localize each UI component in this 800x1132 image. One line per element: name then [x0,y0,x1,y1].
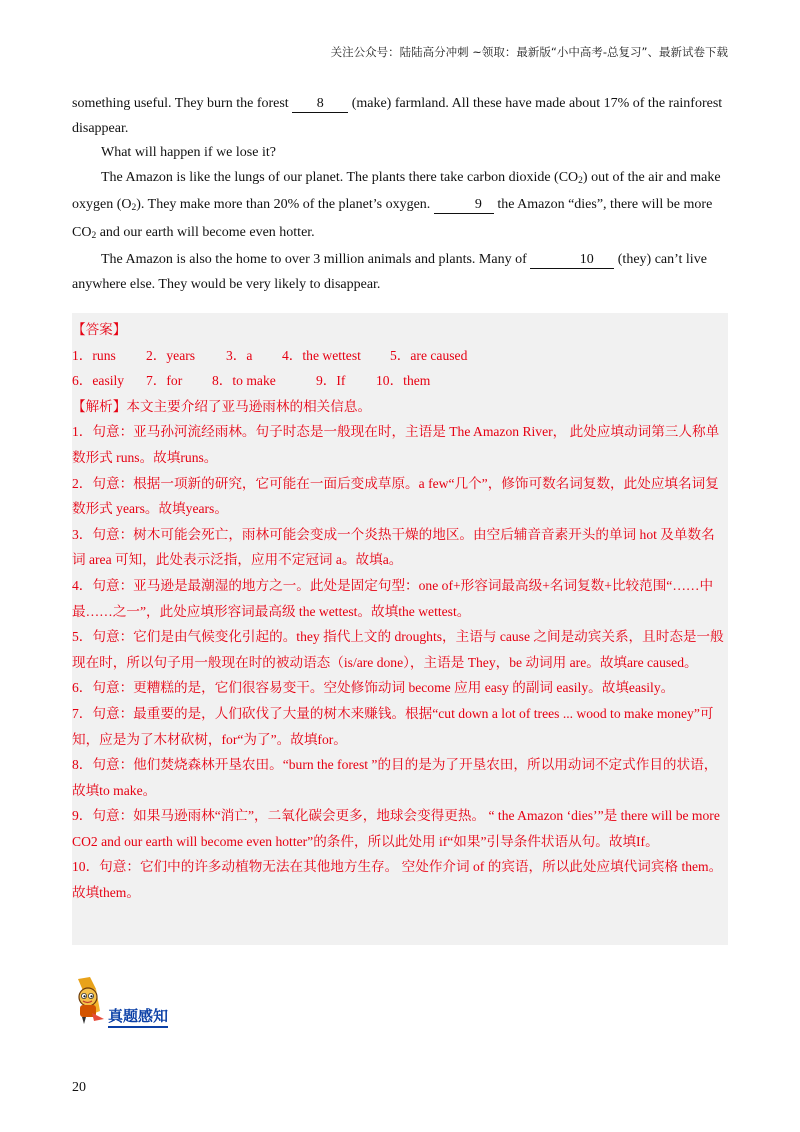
subscript: 2 [131,203,137,213]
passage-text: the Amazon “dies”, there will be more CO [72,197,713,240]
passage-text: (they) can’t live anywhere else. They would be very likely to disappear. [72,252,707,292]
section-title: 真题感知 [108,1007,168,1028]
analysis-item-1: 1．句意：亚马孙河流经雨林。句子时态是一般现在时，主语是 The Amazon River， 此处应填动词第三人称单数形式 runs。故填runs。 [72,424,720,465]
passage-text: The Amazon is also the home to over 3 million animals and plants. Many of [101,252,531,267]
passage-text: and our earth will become even hotter. [96,224,315,240]
passage-text: (make) farmland. All these have made about 17% of the rainforest disappear. [72,96,723,136]
passage-text: ). They make more than 20% of the planet’s oxygen. [136,197,434,212]
passage-paragraph-3 [72,166,728,249]
analysis-item-9: 9．句意：如果马逊雨林“消亡”，二氧化碳会更多，地球会变得更热。 “ the Amazon ‘dies’”是 there will be more CO2 and our earth will become even hotter”的条件，所以此处用 if“如果”引导条件状语从句。故填If。 [72,808,720,849]
passage-text: something useful. They burn the forest [72,96,293,111]
passage-text: ) out of the air and make oxygen (O [72,169,721,212]
answer-item: 3．a [226,347,253,363]
answer-item: 1．runs [72,347,116,363]
passage-paragraph-1 [72,92,728,141]
answer-item: 4．the wettest [282,347,361,363]
analysis-item-10: 10．句意：它们中的许多动植物无法在其他地方生存。 空处作介词 of 的宾语，所以此处应填代词宾格 them。故填them。 [72,859,723,901]
analysis-item-4: 4．句意：亚马逊是最潮湿的地方之一。此处是固定句型：one of+形容词最高级+名词复数+比较范围“……中最……之一”，此处应填形容词最高级 the wettest。故填the wettest。 [72,577,714,619]
answer-section [72,313,728,945]
page-header: 关注公众号：陆陆高分冲刺 ~领取：最新版“小中高考-总复习”、最新试卷下载 [330,45,728,59]
answer-item: 6．easily [72,373,125,389]
answer-item: 5．are caused [390,347,468,363]
subscript: 2 [578,175,583,186]
answer-item: 2．years [146,347,196,363]
blank-10: 10 [530,252,614,269]
answer-item: 7．for [146,373,183,389]
answer-row-1 [72,343,728,369]
analysis-item-7: 7．句意：最重要的是，人们砍伐了大量的树木来赚钱。根据“cut down a lot of trees ... wood to make money”可知，应是为了木材砍树，for“为了”。故填for。 [72,705,714,747]
subscript: 2 [91,230,97,241]
answer-item: 9．If [316,373,346,389]
blank-9: 9 [434,197,494,214]
passage-paragraph-4 [72,248,728,297]
answer-item: 10．them [376,373,431,389]
analysis-item-3: 3．句意：树木可能会死亡，雨林可能会变成一个炎热干燥的地区。由空后辅音音素开头的单词 hot 及单数名词 area 可知，此处表示泛指，应用不定冠词 a。故填a。 [72,526,715,568]
answer-item: 8．to make [212,373,276,389]
answer-heading: 【答案】 [72,322,127,337]
passage-text: The Amazon is like the lungs of our planet. The plants there take carbon dioxide (CO [101,169,579,185]
passage-paragraph-2: What will happen if we lose it? [101,145,276,160]
analysis-item-2: 2．句意：根据一项新的研究，它可能在一面后变成草原。a few“几个”，修饰可数名词复数，此处应填名词复数形式 years。故填years。 [72,475,719,517]
page-number: 20 [72,1080,86,1095]
reading-passage [72,92,728,297]
analysis-item-6: 6．句意：更糟糕的是，它们很容易变干。空处修饰动词 become 应用 easy 的副词 easily。故填easily。 [72,680,675,696]
analysis-intro: 【解析】本文主要介绍了亚马逊雨林的相关信息。 [72,398,372,414]
blank-8: 8 [292,96,348,113]
analysis-item-8: 8．句意：他们焚烧森林开垦农田。“burn the forest ”的目的是为了开垦农田，所以用动词不定式作目的状语，故填to make。 [72,757,718,798]
answer-row-2 [72,368,728,394]
analysis-item-5: 5．句意：它们是由气候变化引起的。they 指代上文的 droughts，主语与 cause 之间是动宾关系，且时态是一般现在时，所以句子用一般现在时的被动语态（is/are done），主语是 They，be 动词用 are。故填are caused。 [72,629,724,670]
pencil-mascot-icon [70,975,106,1025]
